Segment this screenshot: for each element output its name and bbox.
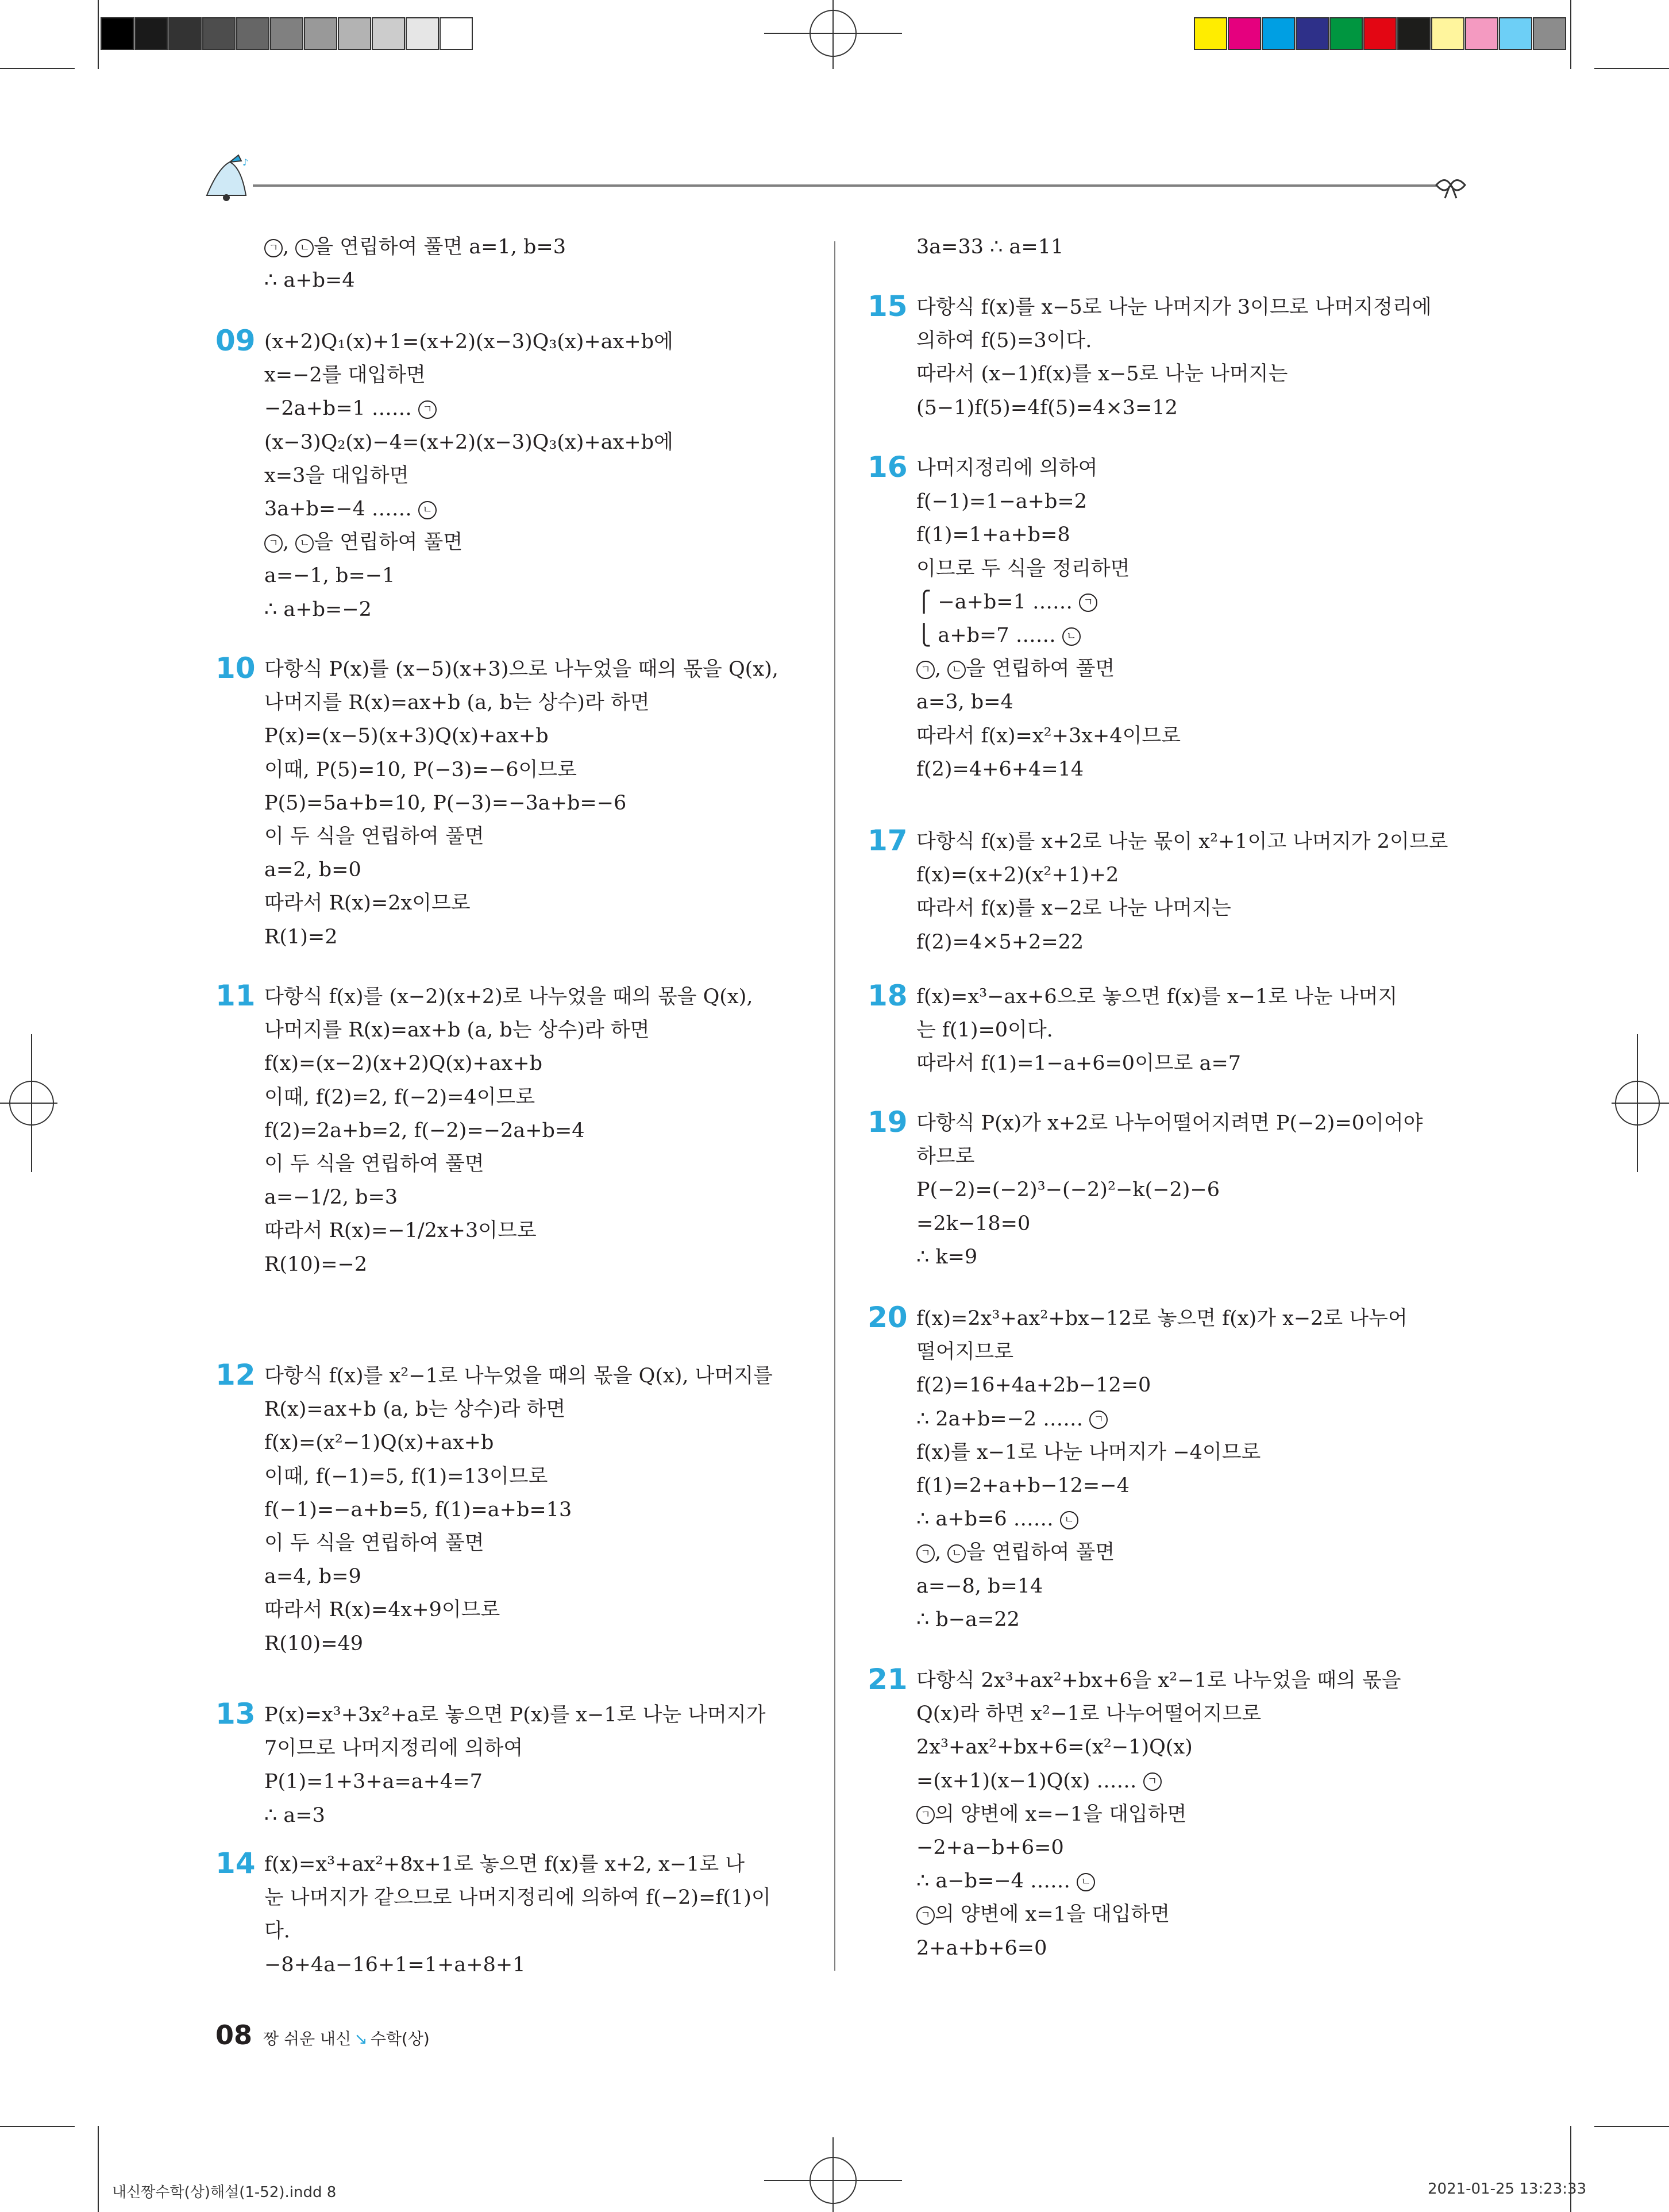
problem-number: 09 [215,324,256,357]
circled-giyeok-icon: ㄱ [916,1906,935,1925]
solution-line: 나머지를 R(x)=ax+b (a, b는 상수)라 하면 [264,1019,650,1042]
crop-mark [1570,2126,1571,2212]
circled-giyeok-icon: ㄱ [264,534,283,553]
solution-line: 3a=33 ∴ a=11 [916,236,1064,259]
solution-line: −8+4a−16+1=1+a+8+1 [264,1953,526,1976]
book-title: 짱 쉬운 내신 [263,2029,352,2048]
solution-line: 다항식 P(x)가 x+2로 나누어떨어지려면 P(−2)=0이어야 [916,1112,1423,1135]
solution-line: f(x)=2x³+ax²+bx−12로 놓으면 f(x)가 x−2로 나누어 [916,1307,1408,1330]
solution-line: (x−3)Q₂(x)−4=(x+2)(x−3)Q₃(x)+ax+b에 [264,430,673,454]
solution-line: ⎧ −a+b=1 …… ㄱ [916,591,1097,614]
solution-line: 따라서 (x−1)f(x)를 x−5로 나눈 나머지는 [916,363,1288,386]
crop-mark [98,0,99,69]
solution-line: 나머지정리에 의하여 [916,457,1098,480]
solution-line: 다항식 f(x)를 x+2로 나눈 몫이 x²+1이고 나머지가 2이므로 [916,830,1448,853]
solution-line: =(x+1)(x−1)Q(x) …… ㄱ [916,1770,1162,1793]
right-column [868,0,1465,2011]
solution-line: 떨어지므로 [916,1340,1014,1364]
solution-line: 2x³+ax²+bx+6=(x²−1)Q(x) [916,1736,1193,1759]
solution-line: 다항식 f(x)를 x−5로 나눈 나머지가 3이므로 나머지정리에 [916,296,1432,319]
slug-file: 내신짱수학(상)해설(1-52).indd 8 [112,2184,337,2201]
solution-line: ㄱ 의 양변에 x=1을 대입하면 [916,1903,1170,1926]
problem-number: 12 [215,1358,256,1392]
solution-line: 이므로 두 식을 정리하면 [916,557,1130,580]
solution-line: −2a+b=1 …… ㄱ [264,397,437,420]
solution-line: 따라서 R(x)=2x이므로 [264,892,471,915]
solution-line: f(2)=4+6+4=14 [916,757,1084,781]
solution-line: 따라서 f(1)=1−a+6=0이므로 a=7 [916,1052,1242,1076]
circled-giyeok-icon: ㄱ [916,661,935,679]
solution-line: R(10)=−2 [264,1253,368,1276]
circled-giyeok-icon: ㄱ [916,1544,935,1563]
crop-mark [1594,68,1669,69]
problem-number: 21 [868,1663,908,1696]
solution-line: 이 두 식을 연립하여 풀면 [264,1153,484,1176]
problem-number: 19 [868,1105,908,1139]
circled-nieun-icon: ㄴ [418,501,437,519]
solution-line: ∴ a=3 [264,1803,325,1827]
solution-line: ⎩ a+b=7 …… ㄴ [916,624,1081,647]
column-divider [834,241,835,1971]
solution-line: ∴ a+b=−2 [264,598,372,621]
solution-line: f(x)=x³−ax+6으로 놓으면 f(x)를 x−1로 나눈 나머지 [916,985,1398,1008]
solution-line: 나머지를 R(x)=ax+b (a, b는 상수)라 하면 [264,691,650,715]
solution-line: P(x)=(x−5)(x+3)Q(x)+ax+b [264,725,549,748]
problem-number: 20 [868,1301,908,1334]
circled-nieun-icon: ㄴ [1060,1511,1078,1529]
color-swatch [1499,17,1532,50]
solution-line: f(x)=(x−2)(x+2)Q(x)+ax+b [264,1052,543,1076]
circled-nieun-icon: ㄴ [947,1544,966,1563]
svg-text:♪: ♪ [242,157,249,168]
solution-line: 따라서 R(x)=4x+9이므로 [264,1598,500,1622]
solution-line: 다. [264,1920,290,1943]
solution-line: a=−8, b=14 [916,1574,1043,1598]
solution-line: 따라서 R(x)=−1/2x+3이므로 [264,1219,537,1243]
solution-line: ∴ 2a+b=−2 …… ㄱ [916,1408,1108,1431]
solution-line: x=−2를 대입하면 [264,364,426,387]
solution-line: f(2)=2a+b=2, f(−2)=−2a+b=4 [264,1119,585,1142]
problem-number: 13 [215,1697,256,1731]
crop-mark [0,2126,75,2127]
leaf-icon: ↘ [354,2029,368,2048]
color-swatch [101,17,134,50]
problem-number: 11 [215,979,256,1012]
solution-line: P(−2)=(−2)³−(−2)²−k(−2)−6 [916,1178,1220,1202]
solution-line: 이 두 식을 연립하여 풀면 [264,1532,484,1555]
problem-number: 15 [868,290,908,323]
solution-line: 는 f(1)=0이다. [916,1019,1053,1042]
solution-line: 다항식 f(x)를 (x−2)(x+2)로 나누었을 때의 몫을 Q(x), [264,985,753,1008]
registration-mark-bottom-icon [764,2137,902,2212]
circled-giyeok-icon: ㄱ [418,400,437,419]
slug-timestamp: 2021-01-25 13:23:33 [1428,2180,1587,2198]
solution-line: P(5)=5a+b=10, P(−3)=−3a+b=−6 [264,791,627,815]
solution-line: ㄱ , ㄴ 을 연립하여 풀면 [916,657,1115,680]
solution-line: R(x)=ax+b (a, b는 상수)라 하면 [264,1398,566,1421]
solution-line: a=−1, b=−1 [264,564,395,588]
solution-line: f(x)=x³+ax²+8x+1로 놓으면 f(x)를 x+2, x−1로 나 [264,1853,745,1876]
circled-nieun-icon: ㄴ [1062,627,1081,646]
solution-line: R(1)=2 [264,925,338,949]
circled-nieun-icon: ㄴ [295,534,314,553]
circled-giyeok-icon: ㄱ [1143,1772,1162,1791]
solution-line: 다항식 f(x)를 x²−1로 나누었을 때의 몫을 Q(x), 나머지를 [264,1365,773,1388]
solution-line: ㄱ , ㄴ 을 연립하여 풀면 [264,531,462,554]
solution-line: ㄱ 의 양변에 x=−1을 대입하면 [916,1803,1186,1826]
solution-line: ∴ a−b=−4 …… ㄴ [916,1870,1095,1893]
solution-line: f(2)=4×5+2=22 [916,930,1084,954]
problem-number: 10 [215,652,256,685]
solution-line: f(2)=16+4a+2b−12=0 [916,1374,1151,1397]
solution-line: 이때, f(−1)=5, f(1)=13이므로 [264,1465,548,1488]
page-number: 08 [215,2020,253,2051]
circled-nieun-icon: ㄴ [947,661,966,679]
solution-line: 의하여 f(5)=3이다. [916,329,1092,353]
solution-line: 눈 나머지가 같으므로 나머지정리에 의하여 f(−2)=f(1)이 [264,1886,771,1910]
solution-line: =2k−18=0 [916,1212,1031,1235]
solution-line: 따라서 f(x)=x²+3x+4이므로 [916,724,1181,747]
solution-line: ㄱ , ㄴ 을 연립하여 풀면 [916,1541,1115,1564]
solution-line: 따라서 f(x)를 x−2로 나눈 나머지는 [916,897,1231,920]
solution-line: 다항식 2x³+ax²+bx+6을 x²−1로 나누었을 때의 몫을 [916,1669,1401,1692]
solution-line: ∴ b−a=22 [916,1608,1020,1631]
circled-nieun-icon: ㄴ [1077,1873,1095,1891]
problem-number: 18 [868,979,908,1012]
registration-mark-right-icon [1612,1034,1669,1172]
circled-giyeok-icon: ㄱ [1079,594,1097,612]
solution-line: 2+a+b+6=0 [916,1936,1047,1960]
solution-line: 하므로 [916,1145,975,1169]
color-swatch [134,17,168,50]
circled-giyeok-icon: ㄱ [1089,1411,1108,1429]
color-swatch [1533,17,1566,50]
solution-line: a=2, b=0 [264,858,361,882]
circled-giyeok-icon: ㄱ [264,239,283,257]
solution-line: a=4, b=9 [264,1565,361,1589]
footer [215,2020,430,2051]
solution-line: x=3을 대입하면 [264,464,409,487]
registration-mark-left-icon [0,1034,57,1172]
color-swatch [168,17,202,50]
solution-line: 이때, f(2)=2, f(−2)=4이므로 [264,1085,535,1109]
solution-line: f(−1)=−a+b=5, f(1)=a+b=13 [264,1498,572,1521]
solution-line: f(x)=(x²−1)Q(x)+ax+b [264,1431,494,1455]
subject-label: 수학(상) [370,2029,430,2048]
crop-mark [98,2126,99,2212]
solution-line: 3a+b=−4 …… ㄴ [264,498,437,521]
problem-number: 16 [868,450,908,484]
solution-line: f(x)=(x+2)(x²+1)+2 [916,864,1119,887]
solution-line: a=3, b=4 [916,691,1013,714]
solution-line: P(x)=x³+3x²+a로 놓으면 P(x)를 x−1로 나눈 나머지가 [264,1704,766,1727]
solution-line: P(1)=1+3+a=a+4=7 [264,1770,483,1794]
solution-line: f(−1)=1−a+b=2 [916,490,1087,514]
solution-line: a=−1/2, b=3 [264,1186,398,1209]
solution-line: Q(x)라 하면 x²−1로 나누어떨어지므로 [916,1702,1262,1726]
solution-line: f(1)=1+a+b=8 [916,523,1070,547]
solution-line: 7이므로 나머지정리에 의하여 [264,1737,523,1760]
solution-line: 이 두 식을 연립하여 풀면 [264,825,484,848]
solution-line: −2+a−b+6=0 [916,1836,1064,1859]
solution-line: ∴ k=9 [916,1245,978,1269]
solution-line: 다항식 P(x)를 (x−5)(x+3)으로 나누었을 때의 몫을 Q(x), [264,658,778,681]
solution-line: 이때, P(5)=10, P(−3)=−6이므로 [264,758,577,781]
left-column [215,0,813,2011]
solution-line: f(x)를 x−1로 나눈 나머지가 −4이므로 [916,1440,1261,1464]
crop-mark [1570,0,1571,69]
solution-line: ∴ a+b=6 …… ㄴ [916,1508,1078,1531]
solution-line: R(10)=49 [264,1632,364,1655]
solution-line: ∴ a+b=4 [264,269,355,292]
circled-giyeok-icon: ㄱ [916,1806,935,1824]
solution-line: f(1)=2+a+b−12=−4 [916,1474,1130,1497]
problem-number: 14 [215,1847,256,1880]
color-swatch [1465,17,1498,50]
problem-number: 17 [868,824,908,857]
solution-line: (x+2)Q₁(x)+1=(x+2)(x−3)Q₃(x)+ax+b에 [264,330,673,353]
solution-line: (5−1)f(5)=4f(5)=4×3=12 [916,396,1178,419]
circled-nieun-icon: ㄴ [295,239,314,257]
solution-line: ㄱ , ㄴ 을 연립하여 풀면 a=1, b=3 [264,236,566,259]
crop-mark [0,68,75,69]
crop-mark [1594,2126,1669,2127]
